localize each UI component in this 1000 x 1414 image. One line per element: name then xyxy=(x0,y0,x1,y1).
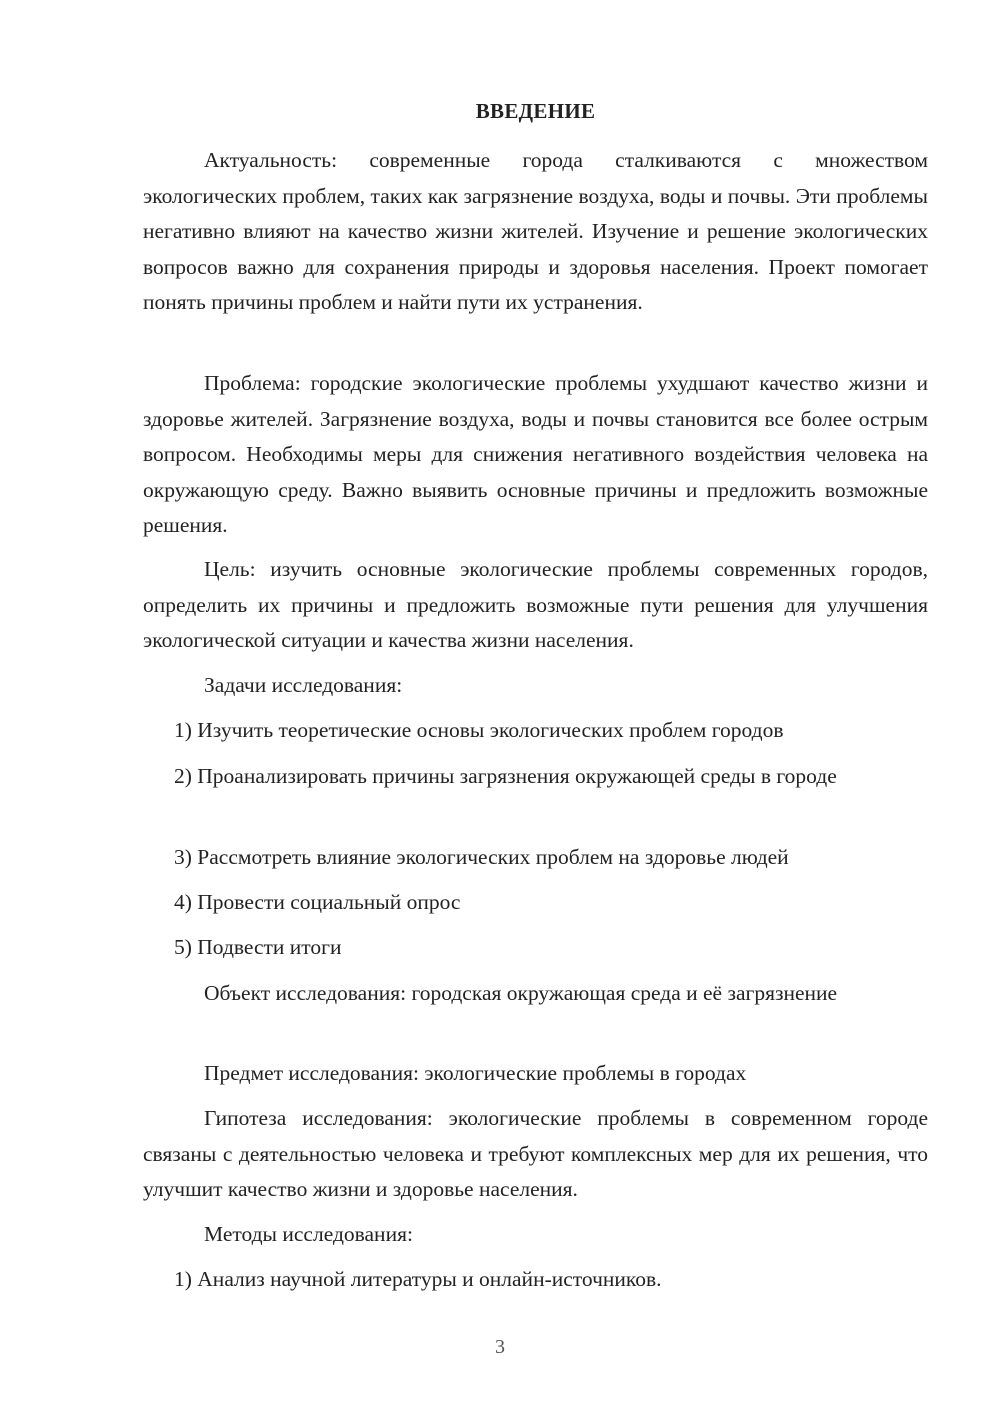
problem-paragraph: Проблема: городские экологические проблемы ухудшают качество жизни и здоровье жителей. Загрязнение воздуха, воды и почвы становится все более острым вопросом. Необходимы меры для снижения негативного воздействия человека на окружающую среду. Важно выявить основные причины и предложить возможные решения. xyxy=(143,371,928,537)
task-item-5: 5) Подвести итоги xyxy=(174,935,342,959)
task-item-3: 3) Рассмотреть влияние экологических проблем на здоровье людей xyxy=(174,845,789,869)
page-number: 3 xyxy=(495,1336,505,1358)
task-item-4: 4) Провести социальный опрос xyxy=(174,890,461,914)
method-item-1: 1) Анализ научной литературы и онлайн-источников. xyxy=(174,1267,662,1291)
goal-paragraph: Цель: изучить основные экологические проблемы современных городов, определить их причины и предложить возможные пути решения для улучшения экологической ситуации и качества жизни населения. xyxy=(143,557,928,652)
task-item-1: 1) Изучить теоретические основы экологических проблем городов xyxy=(174,718,784,742)
hypothesis-paragraph: Гипотеза исследования: экологические проблемы в современном городе связаны с деятельностью человека и требуют комплексных мер для их решения, что улучшит качество жизни и здоровье населения. xyxy=(143,1106,928,1201)
object-paragraph: Объект исследования: городская окружающая среда и её загрязнение xyxy=(204,981,838,1005)
relevance-paragraph: Актуальность: современные города сталкиваются с множеством экологических проблем, таких как загрязнение воздуха, воды и почвы. Эти проблемы негативно влияют на качество жизни жителей. Изучение и решение экологических вопросов важно для сохранения природы и здоровья населения. Проект помогает понять причины проблем и найти пути их устранения. xyxy=(143,148,928,314)
subject-paragraph: Предмет исследования: экологические проблемы в городах xyxy=(204,1061,747,1085)
task-item-2: 2) Проанализировать причины загрязнения окружающей среды в городе xyxy=(174,764,837,788)
tasks-title: Задачи исследования: xyxy=(204,673,403,697)
page-title: ВВЕДЕНИЕ xyxy=(475,99,596,123)
methods-title: Методы исследования: xyxy=(204,1222,413,1246)
